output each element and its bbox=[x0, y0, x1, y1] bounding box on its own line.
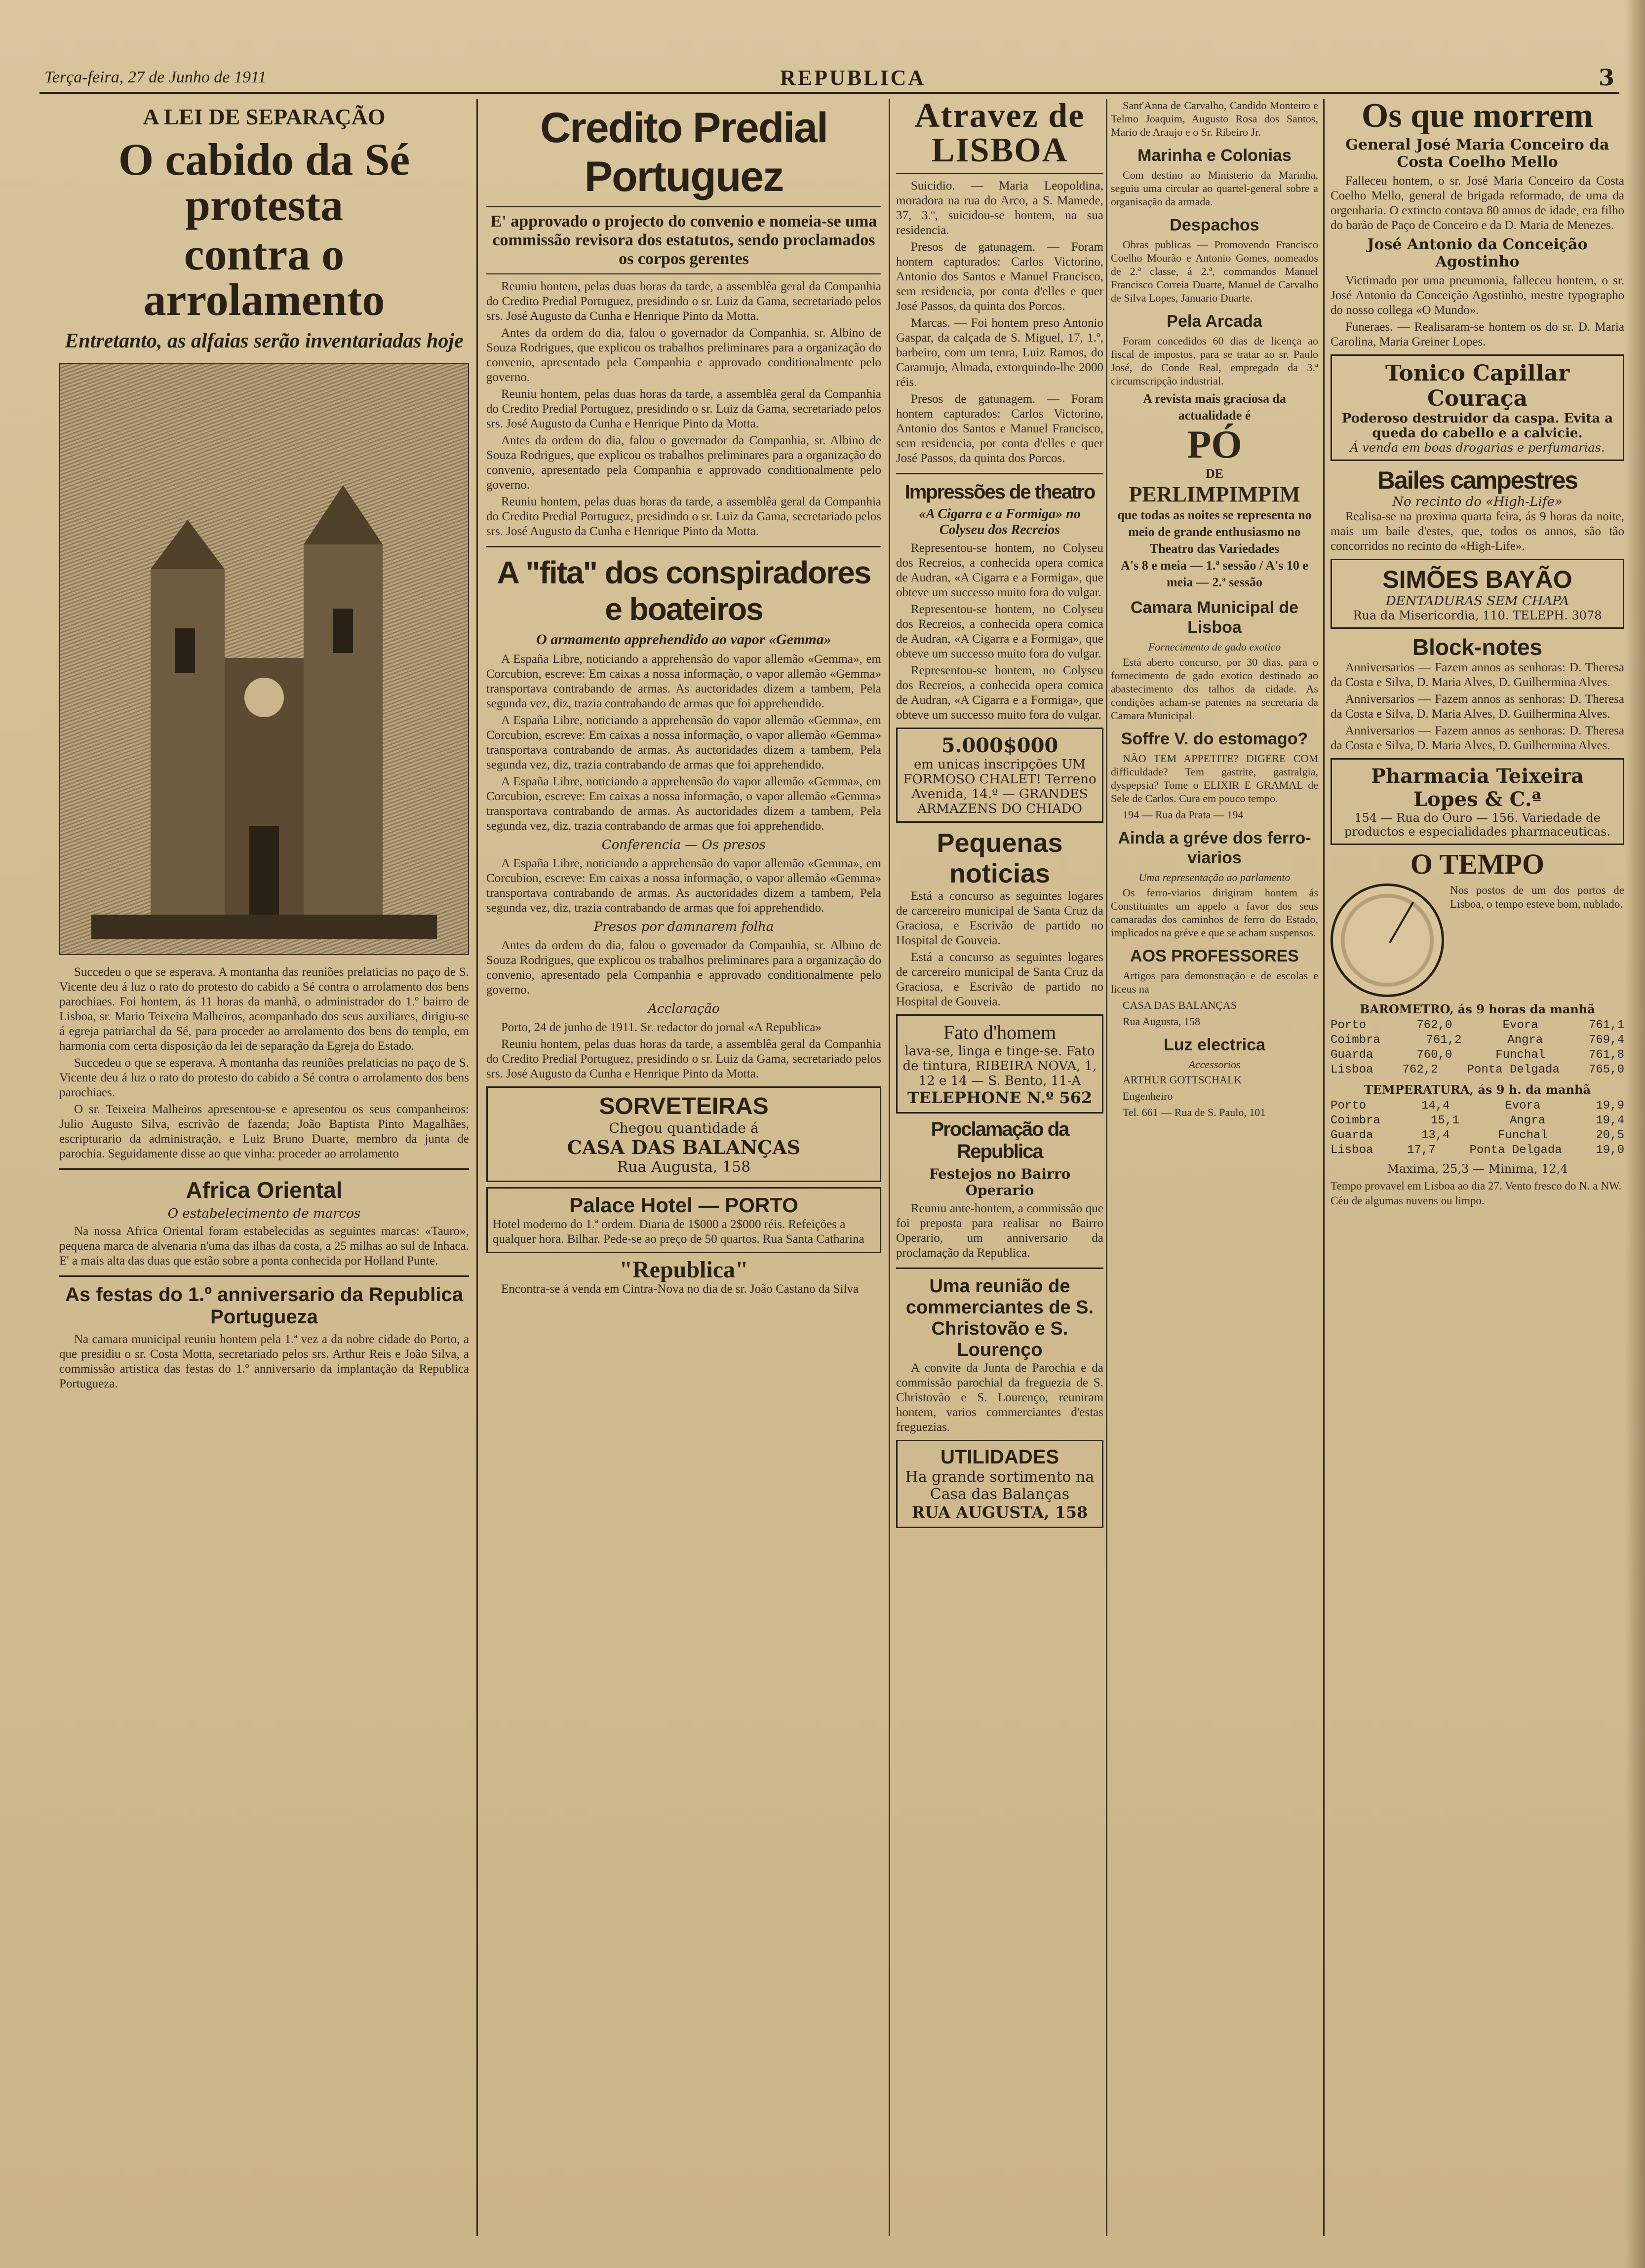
station-name: Coimbra bbox=[1331, 1034, 1380, 1047]
station-value: 17,7 bbox=[1407, 1144, 1436, 1157]
ad-title: Fato d'homem bbox=[943, 1021, 1057, 1043]
paragraph: Reuniu ante-hontem, a commissão que foi preposta para realisar no Bairro Operario, um anniversario da proclamação da Republica. bbox=[896, 1202, 1103, 1260]
paragraph: Rua Augusta, 158 bbox=[1123, 1015, 1201, 1028]
column-2 bbox=[486, 99, 881, 2236]
paragraph: ARTHUR GOTTSCHALK bbox=[1123, 1074, 1242, 1086]
ad-line: que todas as noites se representa no meio de grande enthusiasmo no bbox=[1117, 508, 1312, 539]
pharmacia-ad bbox=[1331, 758, 1624, 845]
ad-subtitle: DENTADURAS SEM CHAPA bbox=[1385, 594, 1569, 609]
paragraph: Engenheiro bbox=[1123, 1090, 1173, 1102]
ad-line: PERLIMPIMPIM bbox=[1129, 482, 1300, 506]
section-subtitle: Fornecimento de gado exotico bbox=[1148, 641, 1281, 653]
section-title: As festas do 1.º anniversario da Republica Portugueza bbox=[65, 1284, 463, 1328]
article-body bbox=[59, 1224, 469, 1269]
paragraph: Porto, 24 de junho de 1911. Sr. redactor do jornal «A Republica» bbox=[501, 1021, 822, 1034]
section-title: Camara Municipal de Lisboa bbox=[1130, 598, 1299, 637]
paragraph: O sr. Teixeira Malheiros apresentou-se e apresentou os seus companheiros: Julio Augusto Silva, escrivão de fazenda; João Baptista Pinto Magalhães, escripturario da administração, e Luiz Bruno Duarte, membro da junta de parochia. Seguidamente disse ao que vinha: proceder ao arrolamento bbox=[59, 1103, 469, 1160]
tonico-ad bbox=[1331, 354, 1624, 461]
station-name: Evora bbox=[1505, 1099, 1541, 1113]
section-title: "Republica" bbox=[619, 1257, 748, 1283]
paragraph: Está a concurso as seguintes logares de carcereiro municipal de Santa Cruz da Graciosa, e Escrivão de partido no Hospital de Gouveia. bbox=[896, 889, 1103, 947]
sorveteiras-ad bbox=[486, 1086, 881, 1182]
section-subtitle: Uma representação ao parlamento bbox=[1138, 871, 1291, 884]
barometer-dial bbox=[1331, 884, 1444, 997]
station-value: 769,4 bbox=[1588, 1034, 1624, 1047]
station-value: 15,1 bbox=[1431, 1114, 1459, 1127]
weather-text: Nos postos de um dos portos de Lisboa, o tempo esteve bom, nublado. bbox=[1450, 884, 1624, 910]
headline: Os que morrem bbox=[1361, 99, 1594, 135]
fato-ad bbox=[896, 1014, 1103, 1114]
utilidades-ad bbox=[896, 1440, 1103, 1528]
ad-subtitle: Chegou quantidade á bbox=[609, 1120, 759, 1136]
section-title: Block-notes bbox=[1412, 634, 1543, 660]
ad-body: em unicas inscripções UM FORMOSO CHALET! Terreno Avenida, 14.º — GRANDES ARMAZENS DO CHIADO bbox=[903, 757, 1097, 816]
paragraph: A España Libre, noticiando a apprehensão do vapor allemão «Gemma», em Corcubion, escreve: Em caixas a nossa informação, o vapor allemão «Gemma» transportava contrabando de armas. As auctoridades dizem a tambem, Pela segunda vez, diz, trazia contrabando de armas que foi apprehendido. bbox=[486, 714, 881, 771]
section-subtitle: O estabelecimento de marcos bbox=[167, 1206, 361, 1221]
section-subtitle: Accessorios bbox=[1188, 1058, 1241, 1071]
min-max: Maxima, 25,3 — Minima, 12,4 bbox=[1387, 1162, 1568, 1176]
article-body bbox=[896, 541, 1103, 723]
paragraph: Presos de gatunagem. — Foram hontem capturados: Carlos Victorino, Antonio dos Santos e Manuel Francisco, sem residencia, por conta d'elles e quer José Passos, da quinta dos Porcos. bbox=[896, 392, 1103, 465]
headline: Credito Predial Portuguez bbox=[540, 104, 827, 200]
paragraph: Antes da ordem do dia, falou o governador da Companhia, sr. Albino de Souza Rodrigues, que explicou os trabalhos preliminares para a organização do convenio, apresentado pela Companhia e approvado conditionalmente pelo governo. bbox=[486, 326, 881, 384]
weather-row bbox=[1331, 1114, 1624, 1128]
station-name: Porto bbox=[1331, 1019, 1367, 1032]
kicker: A LEI DE SEPARAÇÃO bbox=[143, 104, 386, 129]
article-body bbox=[486, 1282, 881, 1297]
weather-row bbox=[1331, 1048, 1624, 1063]
column-4 bbox=[1111, 99, 1318, 2236]
ad-title: Pharmacia Teixeira Lopes & C.ª bbox=[1371, 765, 1584, 811]
ad-title: SORVETEIRAS bbox=[599, 1093, 769, 1119]
ad-line: PÓ bbox=[1187, 423, 1242, 466]
simoes-ad bbox=[1331, 559, 1624, 629]
paragraph: NÃO TEM APPETITE? DIGERE COM difficuldade? Tem gastrite, gastralgia, dyspepsia? Tome o ELIXIR E GRAMAL de Sele de Carlos. Cura em pouco tempo. bbox=[1111, 752, 1318, 805]
section-title: Marinha e Colonias bbox=[1137, 146, 1292, 165]
station-name: Angra bbox=[1507, 1034, 1543, 1047]
column-rule bbox=[1106, 99, 1107, 2236]
article-body bbox=[1331, 509, 1624, 554]
paragraph: Artigos para demonstração e de escolas e liceus na bbox=[1111, 969, 1318, 995]
temperature-title: TEMPERATURA, ás 9 h. da manhã bbox=[1364, 1082, 1591, 1097]
ad-title: SIMÕES BAYÃO bbox=[1382, 566, 1572, 593]
column-rule bbox=[1323, 99, 1325, 2236]
section-title: Pequenas noticias bbox=[937, 828, 1063, 888]
divider bbox=[896, 173, 1103, 174]
paragraph: Marcas. — Foi hontem preso Antonio Gaspar, da calçada de S. Miguel, 17, 1.º, barbeiro, com um tenra, Luiz Ramos, do Caramujo, Almada, extorquindo-lhe 2000 réis. bbox=[896, 316, 1103, 389]
column-1 bbox=[59, 99, 469, 2236]
ad-body: Rua da Misericordia, 110. TELEPH. 3078 bbox=[1353, 609, 1602, 622]
ad-title: Palace Hotel — PORTO bbox=[569, 1193, 798, 1217]
station-name: Funchal bbox=[1495, 1048, 1546, 1062]
station-name: Evora bbox=[1502, 1019, 1538, 1032]
paragraph: Anniversarios — Fazem annos as senhoras: D. Theresa da Costa e Silva, D. Maria Alves, D. Guilhermina Alves. bbox=[1331, 692, 1624, 721]
divider bbox=[486, 546, 881, 547]
station-name: Porto bbox=[1331, 1099, 1367, 1113]
weather-row bbox=[1331, 1143, 1624, 1158]
section-title: Ainda a gréve dos ferro-viarios bbox=[1118, 829, 1311, 867]
section-title: O TEMPO bbox=[1410, 848, 1545, 880]
paragraph: Na camara municipal reuniu hontem pela 1.ª vez a da nobre cidade do Porto, a que presidiu o sr. Costa Motta, secretariado pelos srs. Arthur Reis e João Silva, a commissão artistica das festas do 1.º anniversario da implantação da Republica Portugueza. bbox=[59, 1333, 469, 1390]
divider bbox=[486, 206, 881, 207]
divider bbox=[896, 1268, 1103, 1269]
ad-line: DE bbox=[1205, 466, 1224, 481]
headline: Proclamação da Republica bbox=[931, 1118, 1069, 1162]
paragraph: Falleceu hontem, o sr. José Maria Conceiro da Costa Coelho Mello, general de brigada reformado, de uma da orgenharia. O extincto contava 80 annos de idade, era filho do barão de Paço de Conceiro e da D. Maria de Menezes. bbox=[1331, 174, 1624, 232]
column-rule bbox=[476, 99, 478, 2236]
ad-price: 5.000$000 bbox=[941, 734, 1058, 757]
divider bbox=[59, 1168, 469, 1170]
paragraph: Funeraes. — Realisaram-se hontem os do sr. D. Maria Carolina, Maria Greiner Lopes. bbox=[1331, 320, 1624, 348]
weather-row bbox=[1331, 1033, 1624, 1048]
paragraph: Sant'Anna de Carvalho, Candido Monteiro e Telmo Joaquim, Augusto Rosa dos Santos, Mario de Araujo e o Sr. Ribeiro Jr. bbox=[1111, 99, 1318, 138]
subheadline: No recinto do «High-Life» bbox=[1392, 495, 1563, 509]
column-3 bbox=[896, 99, 1103, 2236]
paragraph: Está a concurso as seguintes logares de carcereiro municipal de Santa Cruz da Graciosa, e Escrivão de partido no Hospital de Gouveia. bbox=[896, 951, 1103, 1008]
sky: Céu de algumas nuvens ou limpo. bbox=[1331, 1194, 1485, 1207]
divider bbox=[896, 473, 1103, 474]
paragraph: CASA DAS BALANÇAS bbox=[1123, 999, 1237, 1011]
hotel-ad bbox=[486, 1187, 881, 1253]
article-body bbox=[896, 1201, 1103, 1261]
temperature-table bbox=[1331, 1099, 1624, 1158]
paragraph: A convite da Junta de Parochia e da commissão parochial da freguezia de S. Christovão e S. Lourenço, reuniram hontem, varios commerciantes d'estas freguezias. bbox=[896, 1361, 1103, 1434]
section-title: Despachos bbox=[1170, 216, 1259, 234]
paragraph: Representou-se hontem, no Colyseu dos Recreios, a conhecida opera comica de Audran, «A Cigarra e a Formiga», que obteve um successo muito fora do vulgar. bbox=[896, 664, 1103, 722]
paragraph: Antes da ordem do dia, falou o governador da Companhia, sr. Albino de Souza Rodrigues, que explicou os trabalhos preliminares para a organização do convenio, apresentado pela Companhia e approvado conditionalmente pelo governo. bbox=[486, 434, 881, 492]
station-name: Coimbra bbox=[1331, 1114, 1380, 1127]
station-value: 761,1 bbox=[1588, 1019, 1624, 1032]
paragraph: Os ferro-viarios dirigiram hontem ás Constituintes um appelo a favor dos seus camaradas dos caminhos de ferro do Estado, implicados na gréve e que se acham suspensos. bbox=[1111, 886, 1318, 939]
station-value: 19,4 bbox=[1596, 1114, 1624, 1127]
paragraph: Antes da ordem do dia, falou o governador da Companhia, sr. Albino de Souza Rodrigues, que explicou os trabalhos preliminares para a organização do convenio, apresentado pela Companhia e approvado conditionalmente pelo governo. bbox=[486, 939, 881, 997]
paragraph: Representou-se hontem, no Colyseu dos Recreios, a conhecida opera comica de Audran, «A Cigarra e a Formiga», que obteve um successo muito fora do vulgar. bbox=[896, 541, 1103, 599]
paragraph: Anniversarios — Fazem annos as senhoras: D. Theresa da Costa e Silva, D. Maria Alves, D. Guilhermina Alves. bbox=[1331, 724, 1624, 752]
subheadline: General José Maria Conceiro da Costa Coelho Mello bbox=[1345, 136, 1609, 171]
section-subtitle: Acclaração bbox=[648, 1001, 720, 1016]
ad-body: Poderoso destruidor da caspa. Evita a queda do cabello e a calvicie. bbox=[1341, 411, 1613, 441]
paragraph: Foram concedidos 60 dias de licença ao fiscal de impostos, para se tratar ao sr. Paulo José, do Conde Real, empregado da 3.ª circumscripção industrial. bbox=[1111, 335, 1318, 387]
weather-block bbox=[1331, 884, 1624, 997]
paragraph: Anniversarios — Fazem annos as senhoras: D. Theresa da Costa e Silva, D. Maria Alves, D. Guilhermina Alves. bbox=[1331, 661, 1624, 689]
paragraph: Victimado por uma pneumonia, falleceu hontem, o sr. José Antonio da Conceição Agostinho, mestre typographo do nosso collega «O Mundo». bbox=[1331, 274, 1624, 317]
paragraph: Reuniu hontem, pelas duas horas da tarde, a assemblêa geral da Companhia do Credito Predial Portuguez, presidindo o sr. Luiz da Gama, secretariado pelos srs. José Augusto da Cunha e Henrique Pinto da Motta. bbox=[486, 387, 881, 430]
station-value: 762,2 bbox=[1402, 1063, 1438, 1076]
headline: Atravez de LISBOA bbox=[914, 99, 1085, 169]
forecast: Tempo provavel em Lisboa ao dia 27. Vento fresco do N. a NW. bbox=[1331, 1180, 1622, 1192]
article-body bbox=[486, 279, 881, 539]
barometer-table bbox=[1331, 1018, 1624, 1077]
page-number: 3 bbox=[1598, 64, 1614, 91]
ad-subtitle: Ha grande sortimento na Casa das Balanças bbox=[905, 1468, 1095, 1503]
paragraph: Realisa-se na proxima quarta feira, ás 9 horas da noite, mais um baile d'estes, que, todos os annos, são tão concorridos no recinto do «High-Life». bbox=[1331, 510, 1624, 553]
divider bbox=[486, 273, 881, 274]
station-name: Guarda bbox=[1331, 1129, 1373, 1142]
station-value: 765,0 bbox=[1588, 1063, 1624, 1076]
station-value: 20,5 bbox=[1596, 1129, 1624, 1142]
station-value: 761,2 bbox=[1426, 1034, 1462, 1047]
section-title: Africa Oriental bbox=[186, 1177, 343, 1203]
ad-body: Hotel moderno do 1.ª ordem. Diaria de 1$000 a 2$000 réis. Refeições a qualquer hora. Bilhar. Pede-se ao preço de 50 quartos. Rua Santa Catharina bbox=[493, 1218, 864, 1246]
paragraph: Succedeu o que se esperava. A montanha das reuniões prelaticias no paço de S. Vicente deu á luz o rato do protesto do cabido a Sé contra o arrolamento dos bens parochiaes. Foi hontem, ás 11 horas da manhã, o administrador do 1.º bairro de Lisboa, sr. Mario Teixeira Malheiros, acompanhado dos seus auxiliares, dirigiu-se á egreja patriarchal da Sé, para proceder ao arrolamento dos bens do templo, em harmonia com certa disposição da lei de separação da Egreja do Estado. bbox=[59, 965, 469, 1053]
section-subtitle: Conferencia — Os presos bbox=[601, 838, 766, 852]
subheadline: José Antonio da Conceição Agostinho bbox=[1367, 236, 1588, 270]
ad-address: Rua Augusta, 158 bbox=[617, 1158, 751, 1176]
article-body bbox=[486, 856, 881, 916]
ad-line: A's 8 e meia — 1.ª sessão / A's 10 e meia — 2.ª sessão bbox=[1121, 558, 1308, 589]
paragraph: Encontra-se á venda em Cintra-Nova no dia de sr. João Castano da Silva bbox=[501, 1282, 859, 1296]
subheadline: E' approvado o projecto do convenio e nomeia-se uma commissão revisora dos estatutos, sendo proclamados os corpos gerentes bbox=[490, 212, 877, 268]
cathedral-drawing bbox=[91, 421, 437, 939]
paragraph: Suicidio. — Maria Leopoldina, moradora na rua do Arco, a S. Mamede, 37, 3.º, suicidou-se hontem, na sua residencia. bbox=[896, 179, 1103, 237]
ad-shop: CASA DAS BALANÇAS bbox=[567, 1136, 801, 1158]
weather-row bbox=[1331, 1018, 1624, 1033]
article-body bbox=[896, 179, 1103, 466]
subheadline: «A Cigarra e a Formiga» no Colyseu dos Recreios bbox=[919, 506, 1081, 538]
station-name: Lisboa bbox=[1331, 1144, 1373, 1157]
paragraph: Na nossa Africa Oriental foram estabelecidas as seguintes marcas: «Tauro», pequena marca de alvenaria n'uma das ilhas da costa, a 25 milhas ao sul de Inhaca. E' a mais alta das duas que estão sobre a ponta conhecida por Holland Punte. bbox=[59, 1225, 469, 1268]
section-title: Uma reunião de commerciantes de S. Christovão e S. Lourenço bbox=[905, 1276, 1094, 1360]
paragraph: A España Libre, noticiando a apprehensão do vapor allemão «Gemma», em Corcubion, escreve: Em caixas a nossa informação, o vapor allemão «Gemma» transportava contrabando de armas. As auctoridades dizem a tambem, Pela segunda vez, diz, trazia contrabando de armas que foi apprehendido. bbox=[486, 653, 881, 710]
section-title: AOS PROFESSORES bbox=[1130, 947, 1299, 965]
section-title: Soffre V. do estomago? bbox=[1121, 730, 1308, 748]
cathedral-illustration bbox=[59, 363, 469, 955]
section-title: Luz electrica bbox=[1164, 1036, 1265, 1054]
station-value: 19,0 bbox=[1596, 1144, 1624, 1157]
station-value: 761,8 bbox=[1588, 1048, 1624, 1062]
station-name: Ponta Delgada bbox=[1469, 1144, 1562, 1157]
paragraph: Reuniu hontem, pelas duas horas da tarde, a assemblêa geral da Companhia do Credito Predial Portuguez, presidindo o sr. Luiz da Gama, secretariado pelos srs. José Augusto da Cunha e Henrique Pinto da Motta. bbox=[486, 1038, 881, 1080]
article-body bbox=[486, 938, 881, 998]
station-value: 760,0 bbox=[1416, 1048, 1452, 1062]
station-name: Guarda bbox=[1331, 1048, 1373, 1062]
article-body bbox=[896, 1361, 1103, 1435]
station-name: Funchal bbox=[1498, 1129, 1548, 1142]
masthead bbox=[39, 64, 1619, 94]
paragraph: A España Libre, noticiando a apprehensão do vapor allemão «Gemma», em Corcubion, escreve: Em caixas a nossa informação, o vapor allemão «Gemma» transportava contrabando de armas. As auctoridades dizem a tambem, Pela segunda vez, diz, trazia contrabando de armas que foi apprehendido. bbox=[486, 857, 881, 915]
section-subtitle: Presos por damnarem folha bbox=[593, 920, 774, 934]
article-body bbox=[1331, 273, 1624, 349]
station-name: Lisboa bbox=[1331, 1063, 1373, 1076]
station-value: 14,4 bbox=[1421, 1099, 1450, 1113]
section-title: Pela Arcada bbox=[1167, 312, 1262, 331]
paragraph: Reuniu hontem, pelas duas horas da tarde, a assemblêa geral da Companhia do Credito Predial Portuguez, presidindo o sr. Luiz da Gama, secretariado pelos srs. José Augusto da Cunha e Henrique Pinto da Motta. bbox=[486, 280, 881, 323]
article-body bbox=[1331, 174, 1624, 233]
ad-line: Theatro das Variedades bbox=[1149, 541, 1280, 556]
ad-line: A revista mais graciosa da actualidade é bbox=[1143, 391, 1286, 423]
station-value: 762,0 bbox=[1416, 1019, 1452, 1032]
weather-row bbox=[1331, 1128, 1624, 1143]
article-body bbox=[896, 889, 1103, 1009]
headline: Bailes campestres bbox=[1377, 466, 1578, 494]
paragraph: Obras publicas — Promovendo Francisco Coelho Mourão e Antonio Gomes, nomeados de 2.ª classe, á 2.ª, commandos Manuel Francisco Correia Duarte, Manuel de Carvalho de Silva Lopes, Januario Duarte. bbox=[1111, 238, 1318, 304]
article-body bbox=[486, 1020, 881, 1081]
article-body bbox=[486, 652, 881, 834]
paragraph: A España Libre, noticiando a apprehensão do vapor allemão «Gemma», em Corcubion, escreve: Em caixas a nossa informação, o vapor allemão «Gemma» transportava contrabando de armas. As auctoridades dizem a tambem, Pela segunda vez, diz, trazia contrabando de armas que foi apprehendido. bbox=[486, 775, 881, 833]
paragraph: Reuniu hontem, pelas duas horas da tarde, a assemblêa geral da Companhia do Credito Predial Portuguez, presidindo o sr. Luiz da Gama, secretariado pelos srs. José Augusto da Cunha e Henrique Pinto da Motta. bbox=[486, 495, 881, 538]
chalet-ad bbox=[896, 728, 1103, 823]
paragraph: Tel. 661 — Rua de S. Paulo, 101 bbox=[1123, 1106, 1266, 1118]
issue-date: Terça-feira, 27 de Junho de 1911 bbox=[44, 68, 267, 86]
paragraph: Succedeu o que se esperava. A montanha das reuniões prelaticias no paço de S. Vicente deu á luz o rato do protesto do cabido a Sé contra o arrolamento dos bens parochiaes. bbox=[59, 1056, 469, 1099]
headline: Impressões de theatro bbox=[904, 481, 1095, 503]
barometer-needle bbox=[1389, 902, 1414, 943]
station-value: 19,9 bbox=[1596, 1099, 1624, 1113]
ad-address: RUA AUGUSTA, 158 bbox=[911, 1503, 1088, 1522]
station-name: Ponta Delgada bbox=[1467, 1063, 1560, 1076]
ad-title: UTILIDADES bbox=[940, 1446, 1059, 1468]
subheadline: Entretanto, as alfaias serão inventariadas hoje bbox=[65, 330, 464, 352]
ad-body: lava-se, linga e tinge-se. Fato de tintura, RIBEIRA NOVA, 1, 12 e 14 — S. Bento, 11-A bbox=[902, 1044, 1097, 1088]
paragraph: 194 — Rua da Prata — 194 bbox=[1123, 808, 1244, 821]
article-body bbox=[1331, 660, 1624, 753]
column-rule bbox=[889, 99, 890, 2236]
station-value: 13,4 bbox=[1421, 1129, 1450, 1142]
divider bbox=[59, 1275, 469, 1277]
ad-subtitle: Á venda em boas drogarias e perfumarias. bbox=[1350, 441, 1605, 455]
subheadline: O armamento apprehendido ao vapor «Gemma» bbox=[536, 631, 831, 648]
headline: contra o arrolamento bbox=[143, 229, 385, 325]
paragraph: Representou-se hontem, no Colyseu dos Recreios, a conhecida opera comica de Audran, «A Cigarra e a Formiga», que obteve um successo muito fora do vulgar. bbox=[896, 603, 1103, 660]
article-body bbox=[59, 1332, 469, 1391]
paragraph: Com destino ao Ministerio da Marinha, seguiu uma circular ao quartel-general sobre a organisação da armada. bbox=[1111, 169, 1318, 208]
station-name: Angra bbox=[1510, 1114, 1546, 1127]
column-5 bbox=[1331, 99, 1624, 2236]
headline: A "fita" dos conspiradores e boateiros bbox=[497, 555, 871, 627]
article-body bbox=[59, 965, 469, 1161]
weather-row bbox=[1331, 1063, 1624, 1077]
paper-name: REPUBLICA bbox=[780, 66, 926, 90]
ad-phone: TELEPHONE N.º 562 bbox=[907, 1088, 1093, 1107]
ad-title: Tonico Capillar Couraça bbox=[1385, 361, 1570, 411]
barometer-title: BAROMETRO, ás 9 horas da manhã bbox=[1360, 1002, 1595, 1016]
subheadline: Festejos no Bairro Operario bbox=[929, 1166, 1071, 1198]
headline: O cabido da Sé protesta bbox=[118, 134, 410, 230]
paragraph: Presos de gatunagem. — Foram hontem capturados: Carlos Victorino, Antonio dos Santos e Manuel Francisco, sem residencia, por conta d'elles e quer José Passos, da quinta dos Porcos. bbox=[896, 240, 1103, 313]
weather-row bbox=[1331, 1099, 1624, 1114]
ad-body: 154 — Rua do Ouro — 156. Variedade de productos e especialidades pharmaceuticas. bbox=[1344, 811, 1611, 839]
paragraph: Está aberto concurso, por 30 dias, para o fornecimento de gado exotico destinado ao abastecimento dos talhos da cidade. As condições acham-se patentes na secretaria da Camara Municipal. bbox=[1111, 656, 1318, 722]
